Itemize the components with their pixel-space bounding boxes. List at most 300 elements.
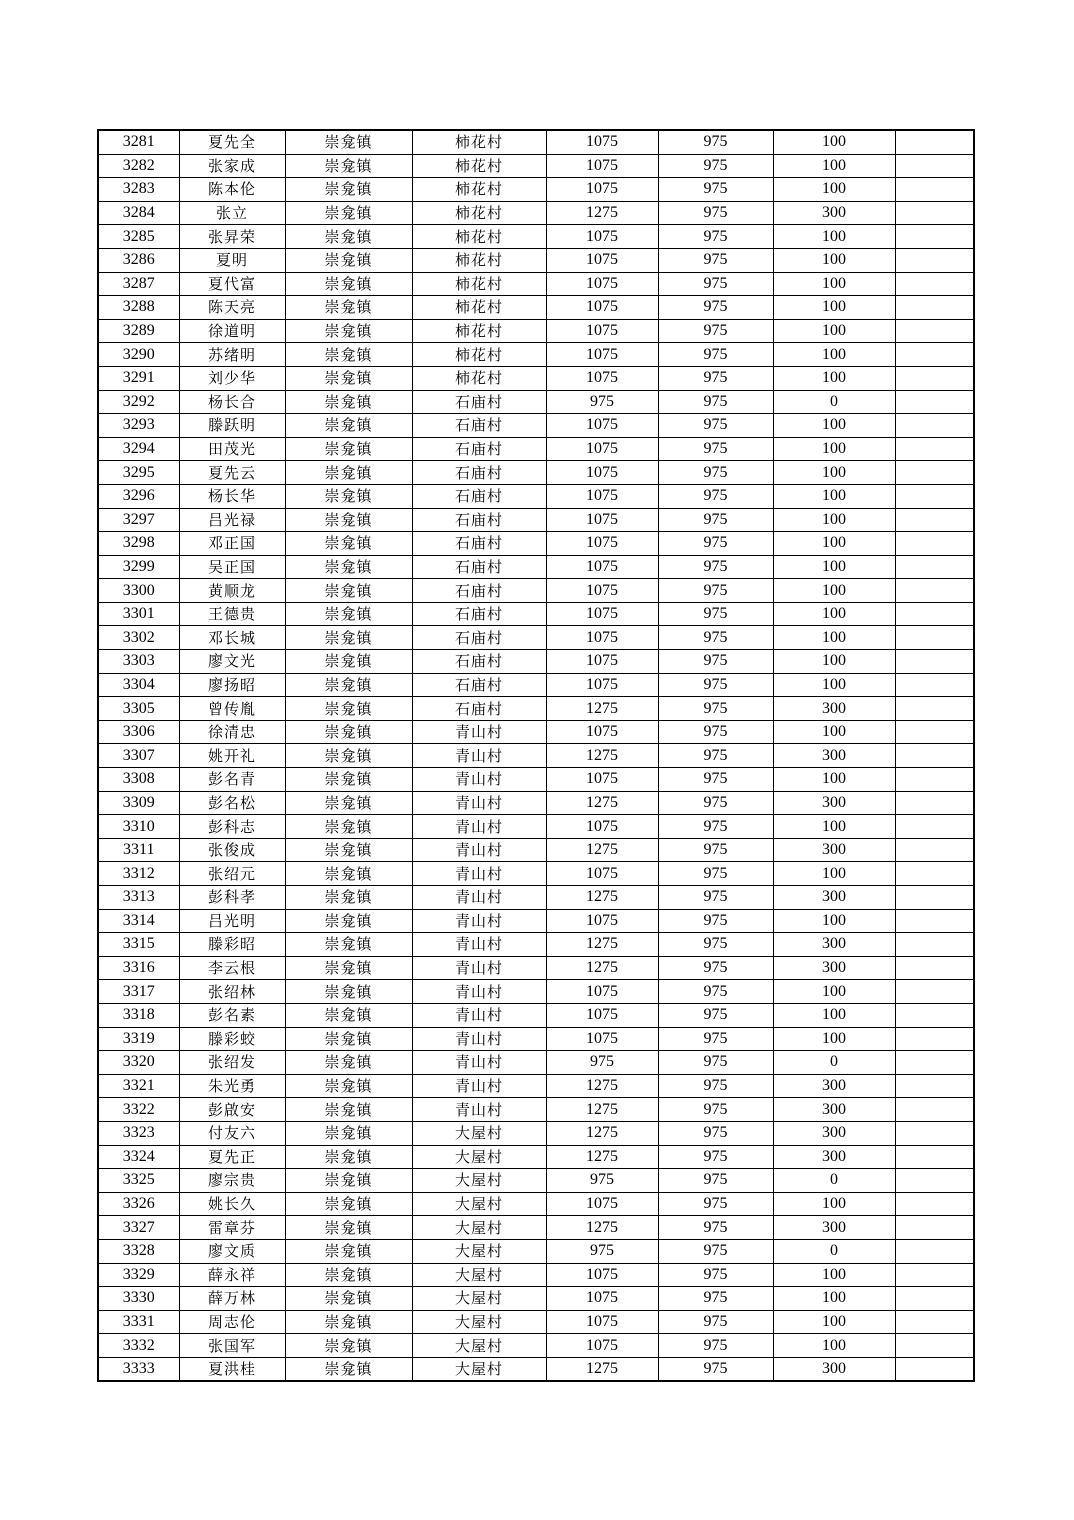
cell-village: 青山村 [412,1098,546,1122]
cell-note [895,791,974,815]
cell-amount_b: 975 [658,1334,773,1358]
cell-amount_a: 1075 [546,225,658,249]
cell-amount_a: 1275 [546,1098,658,1122]
cell-id: 3323 [98,1121,179,1145]
cell-note [895,1287,974,1311]
table-row [98,366,974,390]
cell-name: 雷章芬 [179,1216,285,1240]
cell-town: 崇龛镇 [285,650,412,674]
cell-note [895,130,974,154]
cell-amount_b: 975 [658,555,773,579]
cell-amount_b: 975 [658,909,773,933]
cell-id: 3283 [98,178,179,202]
cell-diff: 300 [773,791,895,815]
cell-diff: 0 [773,390,895,414]
cell-amount_b: 975 [658,154,773,178]
cell-id: 3316 [98,956,179,980]
cell-amount_a: 1075 [546,437,658,461]
table-row [98,225,974,249]
cell-diff: 100 [773,248,895,272]
cell-name: 张立 [179,201,285,225]
cell-town: 崇龛镇 [285,673,412,697]
cell-village: 石庙村 [412,579,546,603]
cell-amount_b: 975 [658,296,773,320]
cell-village: 柿花村 [412,366,546,390]
cell-town: 崇龛镇 [285,225,412,249]
cell-name: 张绍发 [179,1051,285,1075]
cell-amount_a: 1275 [546,1074,658,1098]
cell-amount_a: 975 [546,390,658,414]
cell-id: 3290 [98,343,179,367]
cell-amount_a: 1275 [546,697,658,721]
cell-amount_a: 1275 [546,791,658,815]
cell-amount_a: 1075 [546,461,658,485]
cell-id: 3286 [98,248,179,272]
cell-amount_b: 975 [658,130,773,154]
cell-town: 崇龛镇 [285,248,412,272]
cell-amount_a: 1075 [546,532,658,556]
cell-amount_a: 1075 [546,484,658,508]
cell-diff: 100 [773,579,895,603]
cell-village: 石庙村 [412,437,546,461]
cell-id: 3298 [98,532,179,556]
cell-id: 3295 [98,461,179,485]
cell-id: 3301 [98,602,179,626]
cell-diff: 300 [773,744,895,768]
table-row [98,532,974,556]
table-row [98,555,974,579]
cell-id: 3294 [98,437,179,461]
cell-diff: 100 [773,130,895,154]
cell-amount_b: 975 [658,1027,773,1051]
cell-amount_b: 975 [658,673,773,697]
cell-note [895,1098,974,1122]
cell-amount_a: 1075 [546,248,658,272]
cell-id: 3285 [98,225,179,249]
cell-name: 彭啟安 [179,1098,285,1122]
cell-id: 3308 [98,768,179,792]
cell-amount_a: 1075 [546,343,658,367]
cell-village: 石庙村 [412,626,546,650]
cell-note [895,154,974,178]
table-row [98,248,974,272]
cell-name: 夏先正 [179,1145,285,1169]
cell-town: 崇龛镇 [285,791,412,815]
cell-diff: 100 [773,437,895,461]
table-row [98,1192,974,1216]
cell-amount_a: 1075 [546,178,658,202]
cell-name: 滕跃明 [179,414,285,438]
cell-id: 3332 [98,1334,179,1358]
cell-village: 柿花村 [412,343,546,367]
cell-diff: 100 [773,296,895,320]
cell-note [895,508,974,532]
cell-diff: 300 [773,1074,895,1098]
cell-town: 崇龛镇 [285,768,412,792]
cell-diff: 100 [773,602,895,626]
cell-diff: 100 [773,461,895,485]
cell-amount_a: 975 [546,1239,658,1263]
cell-diff: 100 [773,626,895,650]
table-row [98,909,974,933]
table-row [98,579,974,603]
table-row [98,933,974,957]
cell-amount_b: 975 [658,1192,773,1216]
table-row [98,272,974,296]
table-body [98,130,974,1381]
cell-note [895,1239,974,1263]
cell-diff: 100 [773,673,895,697]
cell-note [895,579,974,603]
cell-town: 崇龛镇 [285,1357,412,1381]
cell-village: 石庙村 [412,673,546,697]
cell-amount_b: 975 [658,626,773,650]
cell-note [895,201,974,225]
cell-note [895,1003,974,1027]
cell-amount_b: 975 [658,980,773,1004]
cell-name: 陈天亮 [179,296,285,320]
table-row [98,1074,974,1098]
cell-amount_b: 975 [658,697,773,721]
cell-name: 彭名松 [179,791,285,815]
cell-village: 柿花村 [412,296,546,320]
cell-id: 3321 [98,1074,179,1098]
table-row [98,154,974,178]
cell-village: 石庙村 [412,390,546,414]
cell-name: 吕光明 [179,909,285,933]
cell-amount_a: 1075 [546,555,658,579]
cell-town: 崇龛镇 [285,390,412,414]
cell-village: 柿花村 [412,201,546,225]
cell-amount_a: 1275 [546,1357,658,1381]
cell-amount_a: 1275 [546,933,658,957]
cell-village: 青山村 [412,744,546,768]
cell-name: 苏绪明 [179,343,285,367]
table-row [98,697,974,721]
cell-amount_a: 1075 [546,130,658,154]
cell-diff: 300 [773,1357,895,1381]
table-row [98,838,974,862]
cell-name: 薛永祥 [179,1263,285,1287]
table-row [98,390,974,414]
cell-note [895,602,974,626]
cell-village: 柿花村 [412,154,546,178]
cell-name: 刘少华 [179,366,285,390]
cell-diff: 300 [773,838,895,862]
table-row [98,1169,974,1193]
cell-village: 大屋村 [412,1287,546,1311]
cell-note [895,1334,974,1358]
cell-amount_b: 975 [658,390,773,414]
cell-village: 柿花村 [412,178,546,202]
cell-amount_a: 1075 [546,602,658,626]
cell-village: 石庙村 [412,461,546,485]
cell-village: 石庙村 [412,555,546,579]
cell-village: 柿花村 [412,130,546,154]
cell-name: 吴正国 [179,555,285,579]
cell-name: 彭名素 [179,1003,285,1027]
cell-amount_b: 975 [658,414,773,438]
cell-town: 崇龛镇 [285,720,412,744]
cell-diff: 100 [773,650,895,674]
cell-amount_a: 975 [546,1169,658,1193]
cell-note [895,744,974,768]
cell-amount_a: 1075 [546,319,658,343]
cell-name: 夏明 [179,248,285,272]
cell-town: 崇龛镇 [285,697,412,721]
cell-town: 崇龛镇 [285,1334,412,1358]
table-row [98,1121,974,1145]
cell-amount_a: 1075 [546,768,658,792]
cell-note [895,1027,974,1051]
cell-town: 崇龛镇 [285,1074,412,1098]
cell-name: 薛万林 [179,1287,285,1311]
cell-amount_b: 975 [658,744,773,768]
cell-amount_b: 975 [658,178,773,202]
cell-name: 姚开礼 [179,744,285,768]
cell-amount_b: 975 [658,484,773,508]
cell-amount_b: 975 [658,720,773,744]
cell-name: 彭科志 [179,815,285,839]
cell-note [895,532,974,556]
cell-village: 青山村 [412,980,546,1004]
table-row [98,1287,974,1311]
cell-village: 大屋村 [412,1239,546,1263]
cell-name: 滕彩昭 [179,933,285,957]
table-row [98,744,974,768]
cell-id: 3289 [98,319,179,343]
cell-diff: 100 [773,366,895,390]
table-row [98,1027,974,1051]
cell-town: 崇龛镇 [285,1310,412,1334]
cell-name: 徐清忠 [179,720,285,744]
table-row [98,602,974,626]
cell-id: 3297 [98,508,179,532]
cell-diff: 300 [773,886,895,910]
cell-town: 崇龛镇 [285,886,412,910]
cell-village: 大屋村 [412,1263,546,1287]
cell-village: 青山村 [412,768,546,792]
cell-town: 崇龛镇 [285,461,412,485]
cell-name: 夏先全 [179,130,285,154]
cell-name: 张绍林 [179,980,285,1004]
cell-note [895,697,974,721]
table-row [98,626,974,650]
cell-town: 崇龛镇 [285,366,412,390]
cell-name: 廖文质 [179,1239,285,1263]
table-row [98,1145,974,1169]
cell-id: 3326 [98,1192,179,1216]
table-row [98,886,974,910]
table-row [98,791,974,815]
cell-amount_b: 975 [658,1357,773,1381]
table-row [98,768,974,792]
cell-town: 崇龛镇 [285,532,412,556]
table-row [98,1310,974,1334]
cell-id: 3330 [98,1287,179,1311]
cell-name: 彭科孝 [179,886,285,910]
cell-diff: 300 [773,1145,895,1169]
cell-id: 3317 [98,980,179,1004]
table-row [98,956,974,980]
cell-village: 柿花村 [412,248,546,272]
cell-note [895,1216,974,1240]
cell-town: 崇龛镇 [285,1287,412,1311]
cell-village: 青山村 [412,838,546,862]
cell-id: 3282 [98,154,179,178]
cell-amount_b: 975 [658,650,773,674]
table-row [98,815,974,839]
cell-village: 青山村 [412,1027,546,1051]
cell-town: 崇龛镇 [285,862,412,886]
cell-town: 崇龛镇 [285,1003,412,1027]
cell-amount_b: 975 [658,1074,773,1098]
table-row [98,720,974,744]
cell-note [895,1074,974,1098]
cell-amount_a: 1075 [546,1334,658,1358]
cell-village: 石庙村 [412,484,546,508]
cell-id: 3311 [98,838,179,862]
table-row [98,1051,974,1075]
cell-amount_b: 975 [658,343,773,367]
cell-name: 夏代富 [179,272,285,296]
cell-name: 张家成 [179,154,285,178]
cell-diff: 100 [773,980,895,1004]
cell-id: 3310 [98,815,179,839]
cell-id: 3331 [98,1310,179,1334]
cell-note [895,650,974,674]
cell-amount_b: 975 [658,508,773,532]
cell-town: 崇龛镇 [285,1051,412,1075]
cell-note [895,248,974,272]
cell-diff: 0 [773,1169,895,1193]
cell-amount_a: 1275 [546,838,658,862]
cell-name: 夏洪桂 [179,1357,285,1381]
cell-amount_a: 1075 [546,1263,658,1287]
cell-amount_b: 975 [658,1310,773,1334]
cell-amount_a: 1275 [546,201,658,225]
cell-village: 大屋村 [412,1145,546,1169]
cell-diff: 100 [773,815,895,839]
cell-note [895,862,974,886]
cell-diff: 100 [773,1334,895,1358]
cell-town: 崇龛镇 [285,1216,412,1240]
table-row [98,1216,974,1240]
cell-amount_b: 975 [658,579,773,603]
cell-village: 石庙村 [412,697,546,721]
cell-diff: 0 [773,1051,895,1075]
cell-name: 付友六 [179,1121,285,1145]
cell-note [895,366,974,390]
cell-id: 3284 [98,201,179,225]
cell-id: 3312 [98,862,179,886]
cell-town: 崇龛镇 [285,414,412,438]
cell-diff: 100 [773,1310,895,1334]
cell-note [895,720,974,744]
cell-name: 周志伦 [179,1310,285,1334]
cell-note [895,555,974,579]
cell-amount_b: 975 [658,1216,773,1240]
cell-village: 青山村 [412,956,546,980]
cell-diff: 100 [773,178,895,202]
cell-diff: 300 [773,697,895,721]
cell-diff: 100 [773,1192,895,1216]
cell-amount_a: 1075 [546,1287,658,1311]
cell-town: 崇龛镇 [285,484,412,508]
cell-amount_b: 975 [658,201,773,225]
cell-amount_a: 1075 [546,154,658,178]
cell-amount_a: 1075 [546,296,658,320]
cell-name: 朱光勇 [179,1074,285,1098]
cell-village: 大屋村 [412,1216,546,1240]
cell-village: 石庙村 [412,602,546,626]
cell-amount_b: 975 [658,532,773,556]
cell-amount_a: 1075 [546,1027,658,1051]
table-row [98,178,974,202]
cell-amount_a: 1075 [546,1192,658,1216]
cell-village: 石庙村 [412,650,546,674]
table-row [98,1003,974,1027]
cell-id: 3325 [98,1169,179,1193]
cell-town: 崇龛镇 [285,272,412,296]
cell-note [895,1310,974,1334]
cell-name: 邓正国 [179,532,285,556]
cell-village: 大屋村 [412,1310,546,1334]
cell-amount_b: 975 [658,838,773,862]
cell-town: 崇龛镇 [285,956,412,980]
cell-id: 3307 [98,744,179,768]
cell-id: 3327 [98,1216,179,1240]
cell-id: 3322 [98,1098,179,1122]
table-row [98,130,974,154]
cell-diff: 100 [773,319,895,343]
table-row [98,862,974,886]
cell-amount_b: 975 [658,437,773,461]
cell-village: 青山村 [412,909,546,933]
cell-note [895,1051,974,1075]
cell-amount_b: 975 [658,602,773,626]
cell-amount_b: 975 [658,956,773,980]
cell-amount_a: 1075 [546,366,658,390]
cell-town: 崇龛镇 [285,815,412,839]
cell-note [895,980,974,1004]
table-row [98,1239,974,1263]
cell-note [895,272,974,296]
cell-id: 3292 [98,390,179,414]
cell-diff: 100 [773,1003,895,1027]
cell-id: 3305 [98,697,179,721]
cell-note [895,390,974,414]
cell-name: 张俊成 [179,838,285,862]
cell-amount_b: 975 [658,1263,773,1287]
cell-amount_b: 975 [658,1145,773,1169]
cell-town: 崇龛镇 [285,130,412,154]
cell-town: 崇龛镇 [285,437,412,461]
cell-town: 崇龛镇 [285,980,412,1004]
cell-village: 青山村 [412,720,546,744]
cell-note [895,768,974,792]
cell-id: 3287 [98,272,179,296]
cell-village: 青山村 [412,933,546,957]
cell-note [895,225,974,249]
cell-id: 3281 [98,130,179,154]
cell-amount_a: 1075 [546,1003,658,1027]
cell-diff: 100 [773,484,895,508]
cell-name: 姚长久 [179,1192,285,1216]
cell-town: 崇龛镇 [285,1145,412,1169]
cell-town: 崇龛镇 [285,1121,412,1145]
cell-village: 大屋村 [412,1121,546,1145]
